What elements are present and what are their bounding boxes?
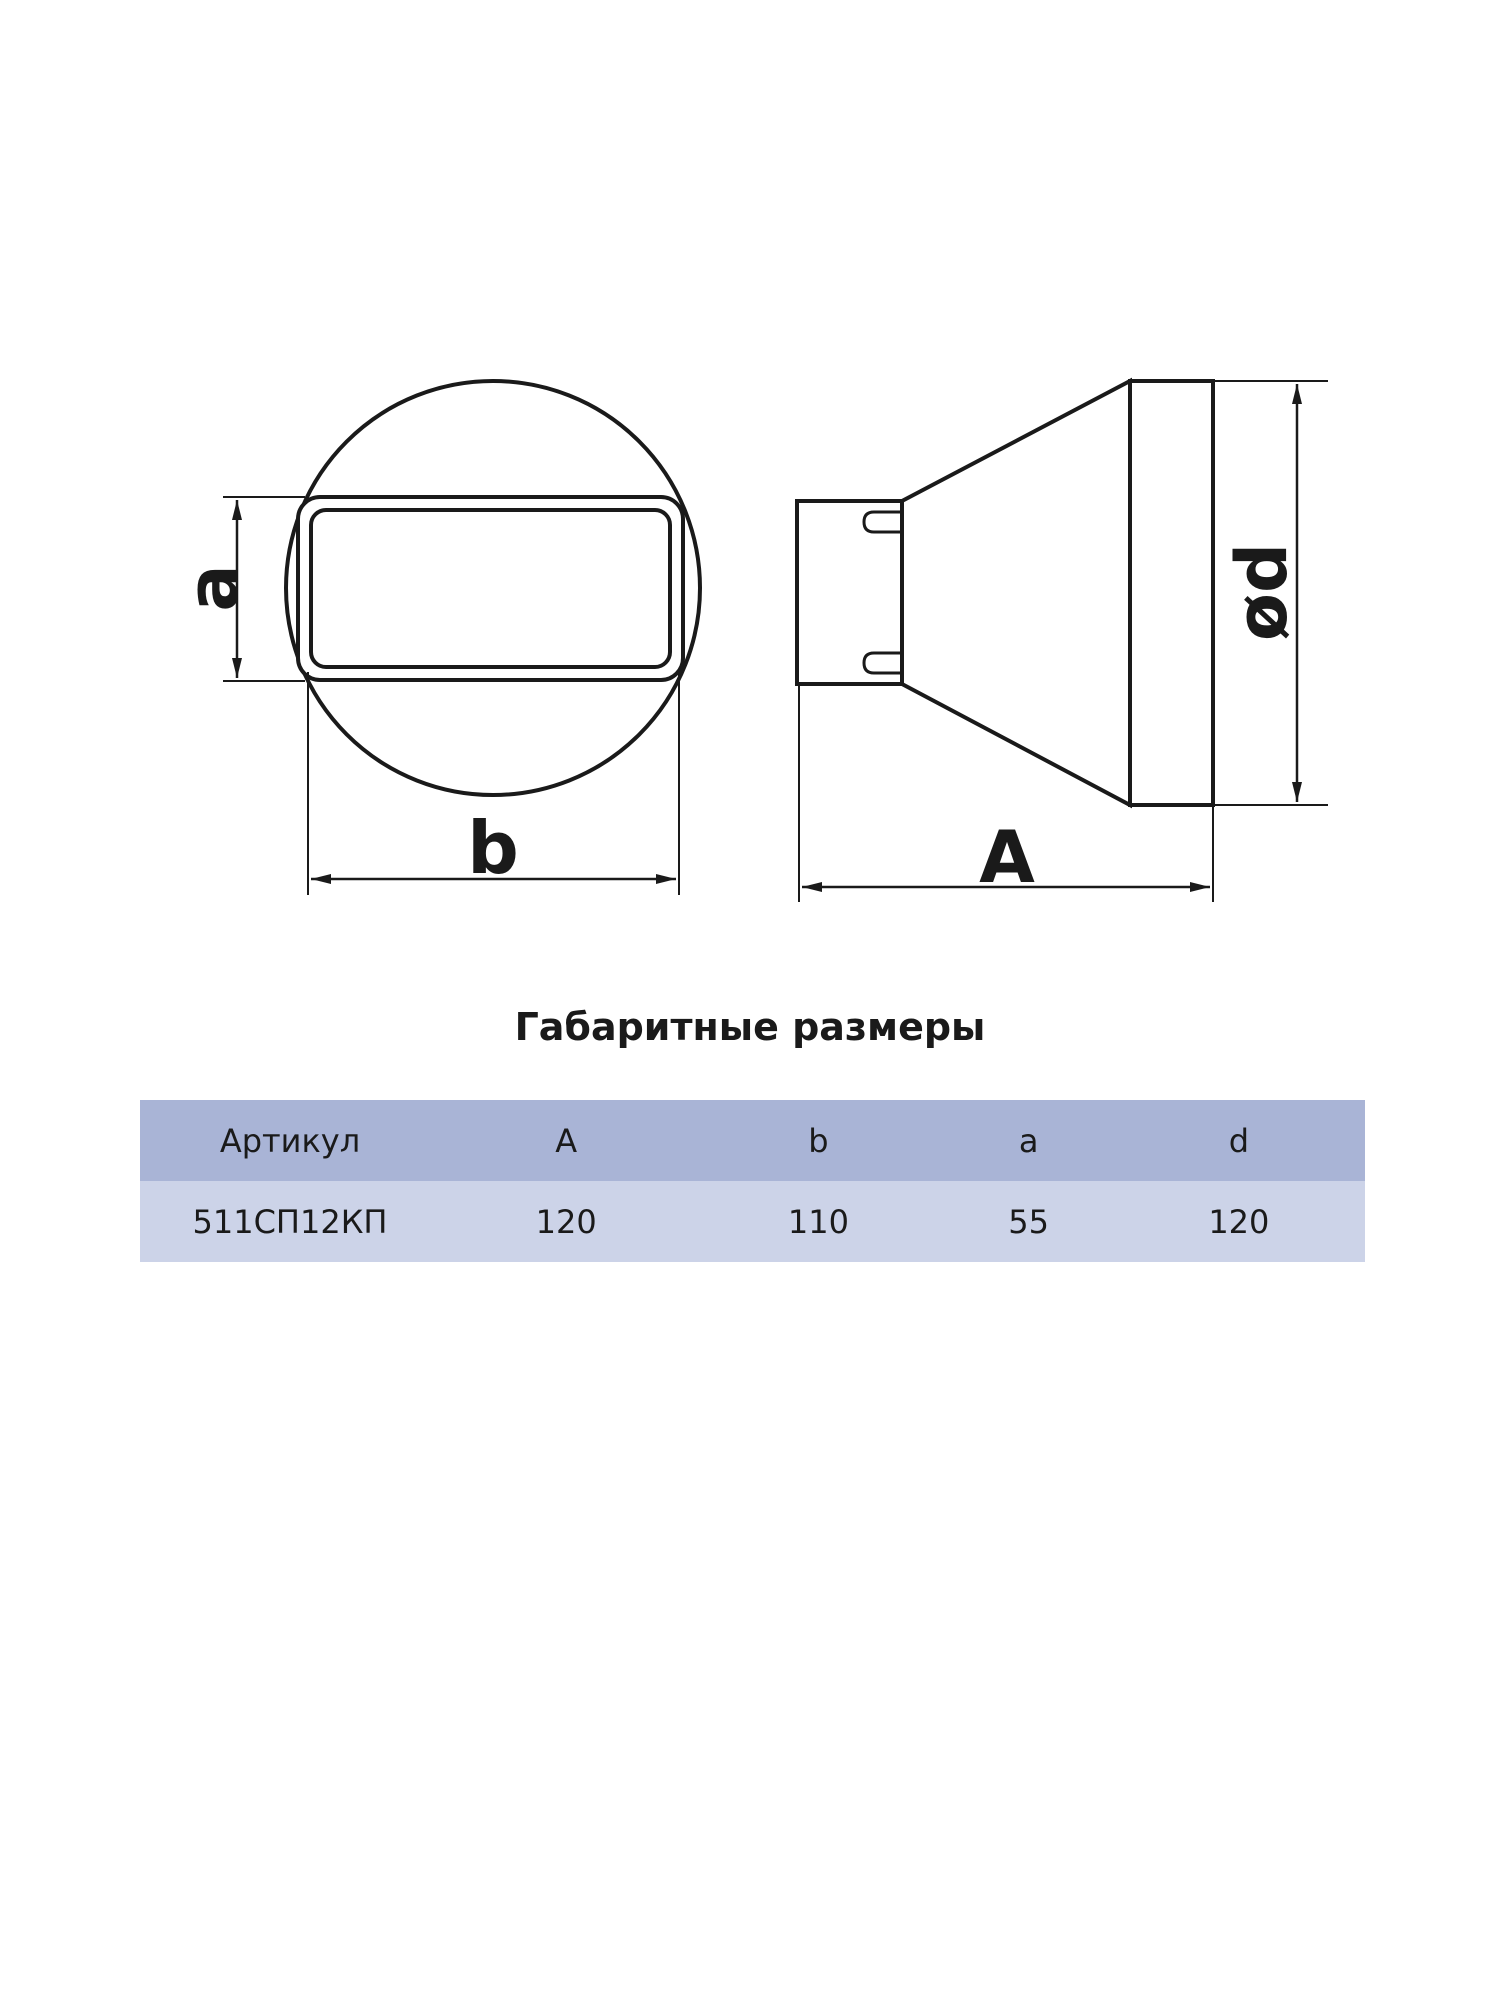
side-view [797,381,1213,805]
label-b: b [467,806,519,890]
cell-b: 110 [787,1202,849,1241]
header-b: b [808,1121,829,1160]
cell-article: 511СП12КП [192,1202,388,1241]
header-article: Артикул [219,1121,361,1160]
rect-spigot [797,501,902,684]
rect-outlet-outer [298,497,683,680]
header-A: A [555,1121,578,1160]
header-a: a [1018,1121,1039,1160]
front-view [286,381,700,795]
round-collar [1130,381,1213,805]
label-a: a [172,564,254,612]
dimensions-table [140,1100,1365,1262]
spigot-latch-top [864,512,902,532]
header-d: d [1228,1121,1249,1160]
cell-d: 120 [1208,1202,1270,1241]
label-A: A [979,815,1035,899]
table-row [140,1181,1365,1262]
label-d: ød [1221,542,1303,642]
spigot-latch-bottom [864,653,902,673]
table-title: Габаритные размеры [514,1005,986,1049]
cell-A: 120 [535,1202,597,1241]
transition-cone [902,381,1130,805]
cell-a: 55 [1008,1202,1049,1241]
table-header-row [140,1100,1365,1181]
